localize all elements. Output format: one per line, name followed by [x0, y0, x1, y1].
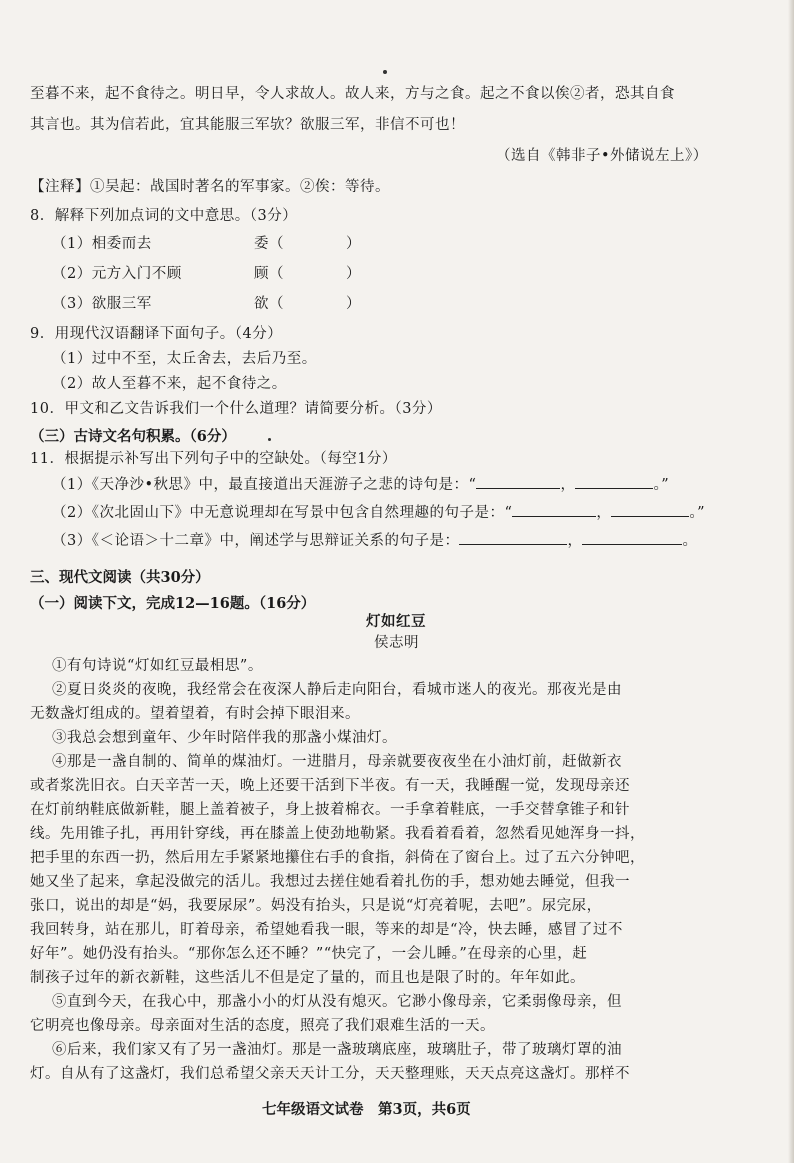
question-10-stem: 10．甲文和乙文告诉我们一个什么道理？请简要分析。（3分）: [30, 401, 442, 417]
page-footer: 七年级语文试卷 第3页，共6页: [262, 1101, 471, 1118]
article-line: 或者浆洗旧衣。白天辛苦一天，晚上还要干活到下半夜。有一天，我睡醒一觉，发现母亲还: [30, 778, 630, 794]
answer-blank[interactable]: [512, 502, 596, 517]
q11-item-text: （2）《次北固山下》中无意说理却在写景中包含自然理趣的句子是：“: [52, 505, 513, 521]
q8-item-close: ）: [346, 296, 361, 312]
q11-sep: ，: [560, 477, 576, 493]
q8-item-word: 委（: [254, 236, 284, 252]
article-line: ②夏日炎炎的夜晚，我经常会在夜深人静后走向阳台，看城市迷人的夜光。那夜光是由: [52, 682, 622, 698]
q11-end: 。: [682, 533, 698, 549]
q8-item-label: （1）相委而去: [52, 236, 152, 252]
q11-item-text: （3）《＜论语＞十二章》中，阐述学与思辩证关系的句子是：: [52, 533, 460, 549]
passage-line: 其言也。其为信若此，宜其能服三军欤？欲服三军，非信不可也！: [30, 117, 465, 133]
q8-item-close: ）: [346, 236, 361, 252]
article-line: 把手里的东西一扔，然后用左手紧紧地攥住右手的食指，斜倚在了窗台上。过了五六分钟吧，: [30, 850, 645, 866]
article-line: 她又坐了起来，拿起没做完的活儿。我想过去搓住她看着扎伤的手，想劝她去睡觉，但我一: [30, 874, 630, 890]
answer-blank[interactable]: [611, 502, 689, 517]
article-line: 线。先用锥子扎，再用针穿线，再在膝盖上使劲地勒紧。我看着看着，忽然看见她浑身一抖，: [30, 826, 645, 842]
q8-item-word: 顾（: [254, 266, 284, 282]
scan-speck: [383, 70, 387, 74]
question-9-stem: 9．用现代汉语翻译下面句子。（4分）: [30, 326, 283, 342]
q9-item: （1）过中不至，太丘舍去，去后乃至。: [52, 351, 317, 367]
q11-item: [52, 530, 697, 551]
q11-sep: ，: [596, 505, 612, 521]
reading-subtitle: （一）阅读下文，完成12—16题。（16分）: [30, 595, 316, 612]
article-line: ⑤直到今天，在我心中，那盏小小的灯从没有熄灭。它渺小像母亲，它柔弱像母亲，但: [52, 994, 622, 1010]
q8-item-close: ）: [346, 266, 361, 282]
article-author: 侯志明: [374, 635, 419, 651]
q11-item: [52, 474, 669, 495]
answer-blank[interactable]: [575, 474, 653, 489]
q8-item-label: （2）元方入门不顾: [52, 266, 182, 282]
q9-item: （2）故人至暮不来，起不食待之。: [52, 376, 287, 392]
answer-blank[interactable]: [476, 474, 560, 489]
question-11-stem: 11．根据提示补写出下列句子中的空缺处。（每空1分）: [30, 451, 397, 467]
q11-item-text: （1）《天净沙•秋思》中，最直接道出天涯游子之悲的诗句是：“: [52, 477, 477, 493]
answer-blank[interactable]: [459, 530, 567, 545]
article-line: 在灯前纳鞋底做新鞋，腿上盖着被子，身上披着棉衣。一手拿着鞋底，一手交替拿锥子和针: [30, 802, 630, 818]
article-line: 制孩子过年的新衣新鞋，这些活儿不但是定了量的，而且也是限了时的。年年如此。: [30, 970, 585, 986]
article-line: ③我总会想到童年、少年时陪伴我的那盏小煤油灯。: [52, 730, 397, 746]
article-line: 无数盏灯组成的。望着望着，有时会掉下眼泪来。: [30, 706, 360, 722]
section-3-title: （三）古诗文名句积累。（6分）: [30, 428, 236, 445]
q11-end: 。”: [689, 505, 706, 521]
article-line: 灯。自从有了这盏灯，我们总希望父亲天天计工分，天天整理账，天天点亮这盏灯。那样不: [30, 1066, 630, 1082]
q8-item-word: 欲（: [254, 296, 284, 312]
q11-item: [52, 502, 705, 523]
passage-line: 至暮不来，起不食待之。明日早，令人求故人。故人来，方与之食。起之不食以俟②者，恐其自食: [30, 86, 675, 102]
article-line: 我回转身，站在那儿，盯着母亲，希望她看我一眼，等来的却是“冷，快去睡，感冒了过不: [30, 922, 623, 938]
q11-sep: ，: [567, 533, 583, 549]
article-line: 好年”。她仍没有抬头。“那你怎么还不睡？”“快完了，一会儿睡。”在母亲的心里，赶: [30, 946, 588, 962]
article-line: ④那是一盏自制的、简单的煤油灯。一进腊月，母亲就要夜夜坐在小油灯前，赶做新衣: [52, 754, 622, 770]
passage-note: 【注释】①吴起：战国时著名的军事家。②俟：等待。: [30, 179, 390, 195]
q11-end: 。”: [653, 477, 670, 493]
part-3-title: 三、现代文阅读（共30分）: [30, 569, 210, 586]
article-line: 张口，说出的却是“妈，我要尿尿”。妈没有抬头，只是说“灯亮着呢，去吧”。尿完尿，: [30, 898, 602, 914]
answer-blank[interactable]: [582, 530, 682, 545]
page-edge-shadow: [788, 0, 794, 1163]
article-line: ⑥后来，我们家又有了另一盏油灯。那是一盏玻璃底座，玻璃肚子，带了玻璃灯罩的油: [52, 1042, 622, 1058]
article-line: ①有句诗说“灯如红豆最相思”。: [52, 658, 263, 674]
article-title: 灯如红豆: [366, 613, 426, 630]
q8-item-label: （3）欲服三军: [52, 296, 152, 312]
passage-source: （选自《韩非子•外储说左上》）: [496, 148, 708, 164]
article-line: 它明亮也像母亲。母亲面对生活的态度，照亮了我们艰难生活的一天。: [30, 1018, 495, 1034]
scan-speck: [268, 438, 271, 441]
question-8-stem: 8．解释下列加点词的文中意思。（3分）: [30, 208, 298, 224]
